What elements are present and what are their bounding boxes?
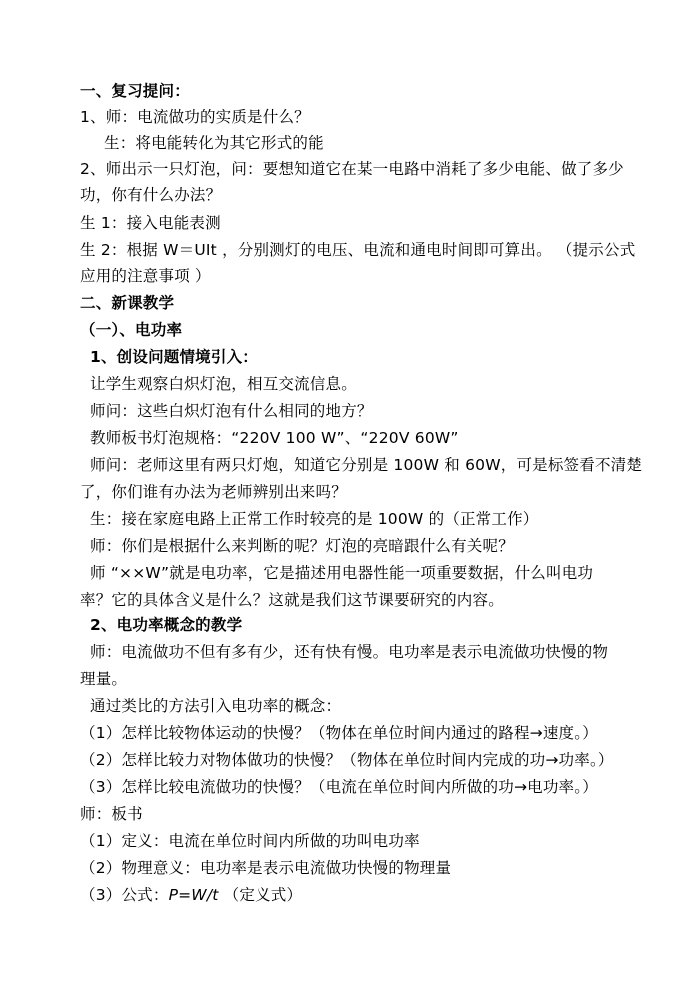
formula-expression: P=W/t <box>168 886 219 904</box>
part1-heading: 1、创设问题情境引入： <box>90 348 258 366</box>
part2-line1: 师：电流做功不但有多有少，还有快有慢。电功率是表示电流做功快慢的物 <box>90 643 609 661</box>
part1-line: 率？它的具体含义是什么？这就是我们这节课要研究的内容。 <box>80 591 504 609</box>
formula-note: （定义式） <box>223 886 303 904</box>
board-meaning: （2）物理意义：电功率是表示电流做功快慢的物理量 <box>80 859 452 877</box>
question-2-line1: 2、师出示一只灯泡，问：要想知道它在某一电路中消耗了多少电能、做了多少 <box>80 160 624 178</box>
answer-1: 生：将电能转化为其它形式的能 <box>104 134 324 152</box>
student-2-answer-line1: 生 2：根据 W＝UIt ，分别测灯的电压、电流和通电时间即可算出。 （提示公式 <box>80 241 636 259</box>
part2-line3: 通过类比的方法引入电功率的概念： <box>90 697 342 715</box>
part1-line: 了，你们谁有办法为老师辨别出来吗？ <box>80 483 347 501</box>
part2-line2: 理量。 <box>80 670 128 688</box>
part1-line: 师问：这些白炽灯泡有什么相同的地方？ <box>90 402 373 420</box>
part2-heading: 2、电功率概念的教学 <box>90 616 243 634</box>
comparison-item: （2）怎样比较力对物体做功的快慢？（物体在单位时间内完成的功→功率。） <box>80 751 614 769</box>
part1-line: 师问：老师这里有两只灯炮，知道它分别是 100W 和 60W，可是标签看不清楚 <box>90 456 643 474</box>
part1-line: 教师板书灯泡规格：“220V 100 W”、“220V 60W” <box>90 429 459 447</box>
comparison-item: （3）怎样比较电流做功的快慢？（电流在单位时间内所做的功→电功率。） <box>80 778 598 796</box>
subsection-electric-power: （一）、电功率 <box>80 321 183 339</box>
board-definition: （1）定义：电流在单位时间内所做的功叫电功率 <box>80 832 420 850</box>
part1-line: 让学生观察白炽灯泡，相互交流信息。 <box>90 375 357 393</box>
part1-line: 师 “××W”就是电功率，它是描述用电器性能一项重要数据，什么叫电功 <box>90 564 594 582</box>
student-2-answer-line2: 应用的注意事项 ） <box>80 267 211 285</box>
section1-heading: 一、复习提问： <box>80 82 190 100</box>
board-label: 师：板书 <box>80 805 143 823</box>
part1-line: 生：接在家庭电路上正常工作时较亮的是 100W 的（正常工作） <box>90 510 539 528</box>
section2-heading: 二、新课教学 <box>80 294 175 312</box>
part1-line: 师：你们是根据什么来判断的呢？灯泡的亮暗跟什么有关呢？ <box>90 537 514 555</box>
question-2-line2: 功，你有什么办法？ <box>80 186 222 204</box>
formula-prefix: （3）公式： <box>80 886 169 904</box>
board-formula-line <box>80 884 302 906</box>
comparison-item: （1）怎样比较物体运动的快慢？（物体在单位时间内通过的路程→速度。） <box>80 724 598 742</box>
question-1: 1、师：电流做功的实质是什么？ <box>80 108 310 126</box>
student-1-answer: 生 1：接入电能表测 <box>80 214 221 232</box>
